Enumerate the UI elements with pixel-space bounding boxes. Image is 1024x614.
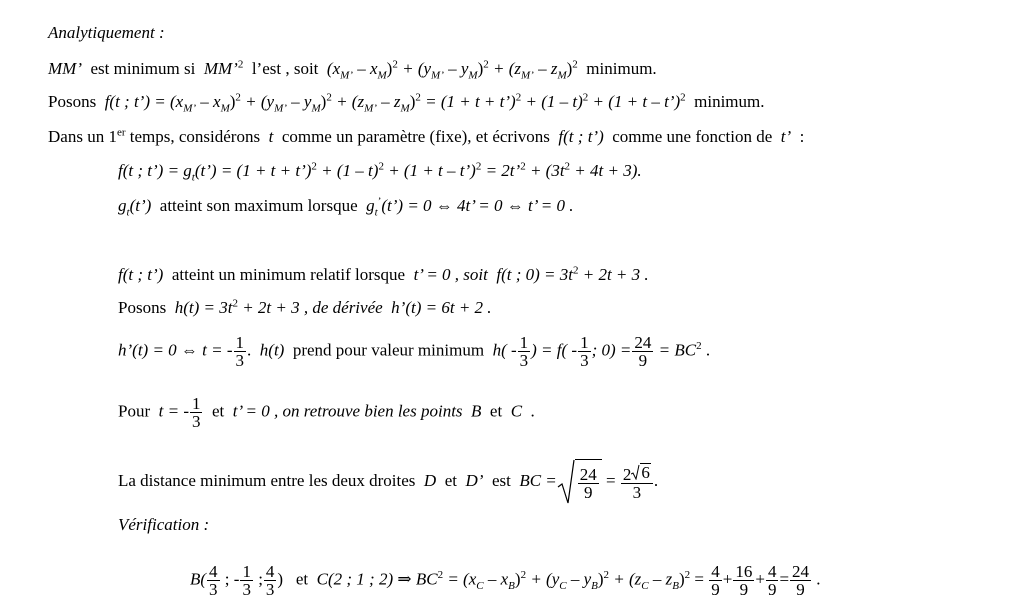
fraction: $\frac{1}{3}$ — [242, 562, 251, 599]
line-posons-f: Posons f(t ; t’) = $(x_{M’} - x_M)^2 + (y_{M’} - y_M)^2 + (z_{M’} - z_M)^2 = (1 + t$ + t’)$^2$ + (1 – t)$^2$ + (1 + t – t’)$^2$ minimum. — [48, 91, 765, 115]
line-h-minimum: h’(t) = 0 ⇔ t = - $\frac{1}{3}$ . h(t) prend pour valeur minimum h( - $\frac{1}{3}$ ) = f( - $\frac{1}{3}$ ; 0) = $\frac{24}{9}$ = $BC^2$ . — [118, 333, 711, 370]
fraction: 2 6 3 — [621, 463, 653, 501]
line-minimum-relatif: f(t ; t’) atteint un minimum relatif lorsque t’ = 0 , soit f(t ; $0) = 3t^2 + 2t + 3$ . — [118, 264, 649, 284]
fraction: $\frac{1}{3}$ — [235, 333, 245, 370]
line-posons-h: Posons $h(t) = 3t^2 + 2t + 3$ , de dérivée h’(t) = 6t + 2 . — [118, 297, 492, 317]
fraction: $\frac{4}{3}$ — [265, 562, 275, 599]
fraction: $\frac{1}{3}$ — [191, 394, 201, 431]
line-points-b-c: Pour t = - $\frac{1}{3}$ et t’ = 0 , on retrouve bien les points B et C . — [118, 394, 535, 431]
radical-sign-icon — [631, 464, 640, 480]
verification-heading: Vérification : — [118, 515, 210, 534]
fraction: $\frac{4}{3}$ — [209, 562, 218, 599]
fraction: $\frac{24}{9}$ — [634, 333, 652, 370]
section-heading: Analytiquement : — [48, 23, 165, 42]
line-g-t-expansion: f(t ; t’) = $g_t(t’) = (1 + t$ + t’)$^2$ + (1 – t)$^2$ + (1 + t – t’)$^2$ = 2t’$^2$ + $(3t^2 + 4t + 3)$. — [118, 160, 642, 184]
fraction: $\frac{4}{9}$ — [767, 562, 777, 599]
fraction: $\frac{24}{9}$ — [792, 562, 810, 599]
line-mm-minimum: MM’ est minimum si MM’$^2$ l’est , soit $(x_{M’} - x_M)^2 + (y_{M’} - y_M)^2 + (z_{M’} - z_M)^2$ minimum. — [48, 58, 657, 82]
fraction: $\frac{4}{9}$ — [711, 562, 720, 599]
line-distance-minimum: La distance minimum entre les deux droites D et D’ est BC = $\frac{24}{9}$ = 2 6 3 . — [118, 459, 658, 505]
fraction: $\frac{1}{3}$ — [580, 333, 589, 370]
fraction: $\frac{1}{3}$ — [519, 333, 529, 370]
square-root: $\frac{24}{9}$ — [557, 459, 602, 505]
line-g-t-maximum: $g_t(t’)$ atteint son maximum lorsque $g_t^’(t’) = 0$ ⇔ 4t’ = 0 ⇔ t’ = 0 . — [118, 195, 574, 219]
line-premier-temps: Dans un 1er temps, considérons t comme un paramètre (fixe), et écrivons f(t ; t’) comme une fonction de t’ : — [48, 126, 805, 146]
fraction: $\frac{16}{9}$ — [735, 562, 753, 599]
radical-sign-icon — [557, 459, 575, 505]
line-verification: B( $\frac{4}{3}$ ; - $\frac{1}{3}$ ; $\frac{4}{3}$ ) et C(2 ; 1 ; 2) ⇒ $BC^2 = (x_C - x_B)^2 + (y_C - y_B)^2 + (z_C - z_B)^2$ = $\frac{4}{9}$ + $\frac{16}{9}$ + $\frac{4}{9}$ = $\frac{24}{9}$ . — [190, 562, 821, 599]
